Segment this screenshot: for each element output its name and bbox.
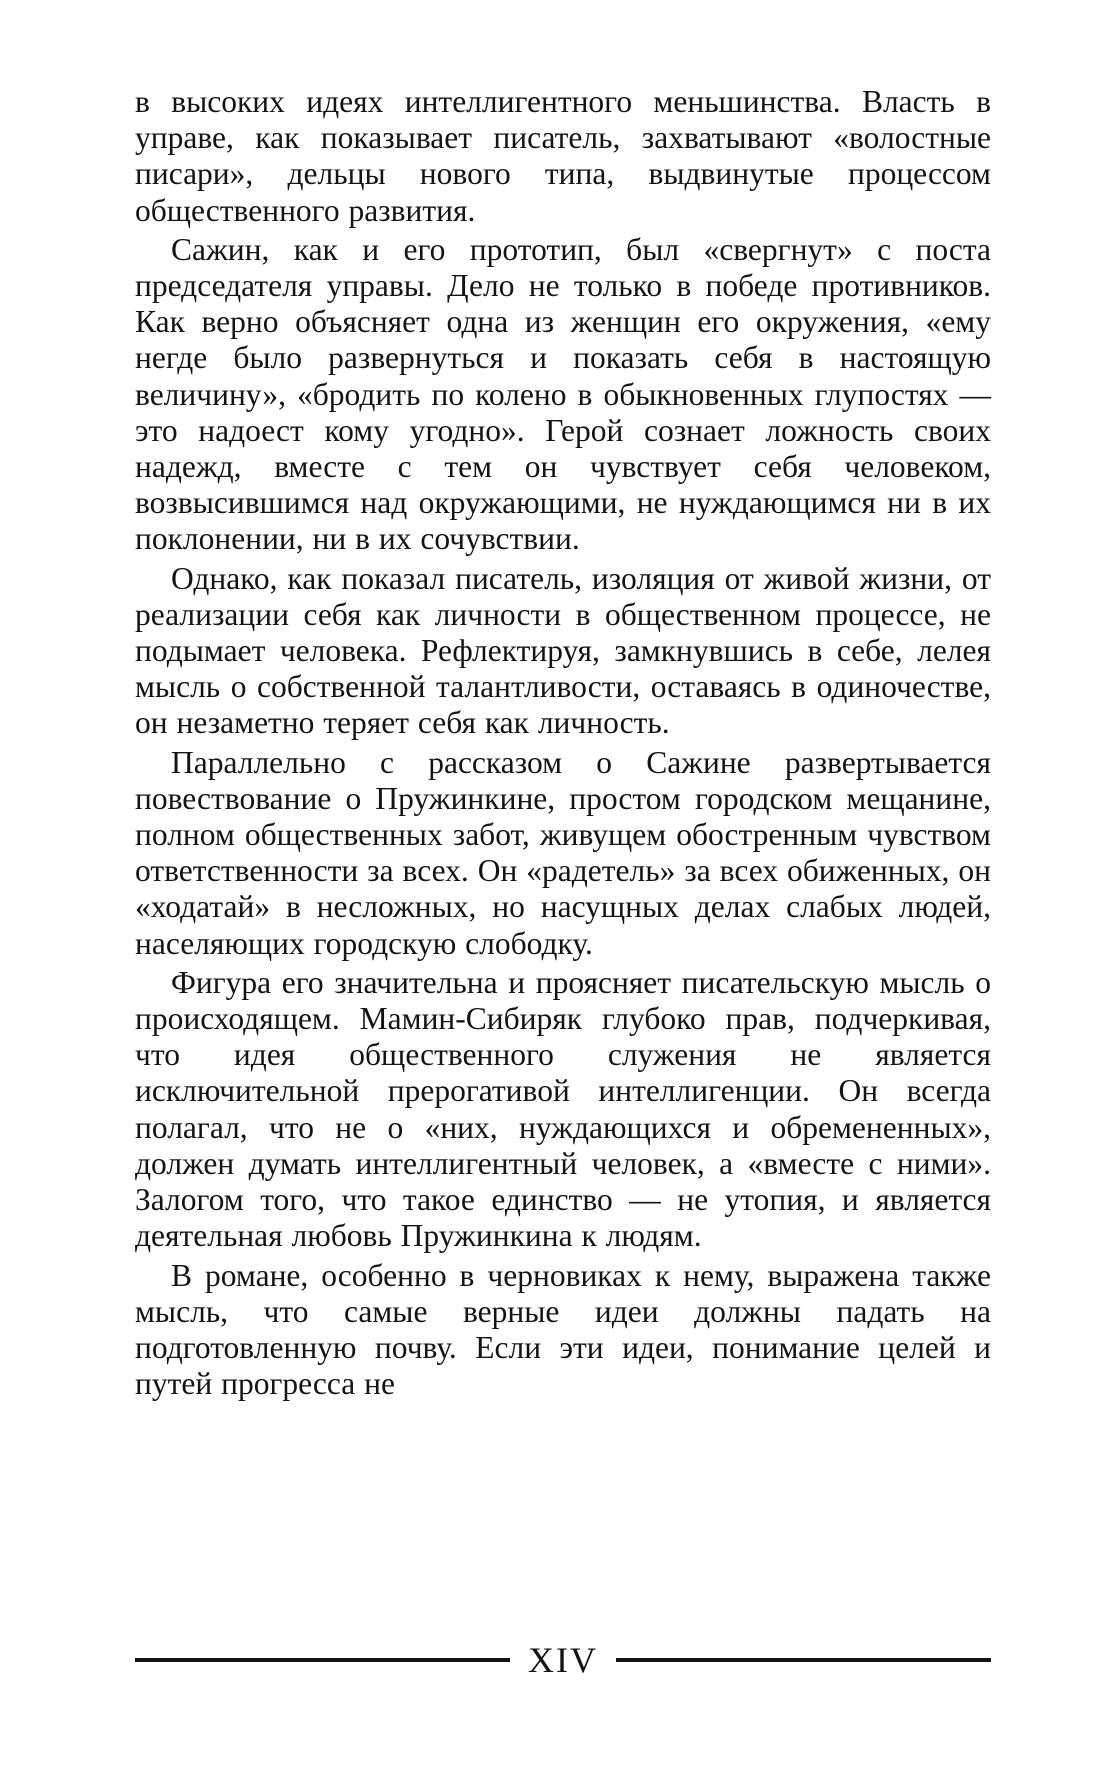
page-footer bbox=[135, 1640, 991, 1680]
paragraph-1: в высоких идеях интеллигентного меньшинства. Власть в управе, как показывает писатель, захватывают «волостные писари», дельцы нового типа, выдвинутые процессом общественного развития. bbox=[135, 84, 991, 228]
paragraph-2: Сажин, как и его прототип, был «свергнут» с поста председателя управы. Дело не только в победе противников. Как верно объясняет одна из женщин его окружения, «ему негде было развернуться и показать себя в настоящую величину», «бродить по колено в обыкновенных глупостях — это надоест кому угодно». Герой сознает ложность своих надежд, вместе с тем он чувствует себя человеком, возвысившимся над окружающими, не нуждающимся ни в их поклонении, ни в их сочувствии. bbox=[135, 231, 991, 557]
footer-rule-left bbox=[135, 1658, 510, 1662]
footer-rule-right bbox=[616, 1658, 991, 1662]
paragraph-5: Фигура его значительна и проясняет писательскую мысль о происходящем. Мамин-Сибиряк глубоко прав, подчеркивая, что идея общественного служения не является исключительной прерогативой интеллигенции. Он всегда полагал, что не о «них, нуждающихся и обремененных», должен думать интеллигентный человек, а «вместе с ними». Залогом того, что такое единство — не утопия, и является деятельная любовь Пружинкина к людям. bbox=[135, 964, 991, 1254]
paragraph-4: Параллельно с рассказом о Сажине развертывается повествование о Пружинкине, простом городском мещанине, полном общественных забот, живущем обостренным чувством ответственности за всех. Он «радетель» за всех обиженных, он «ходатай» в несложных, но насущных делах слабых людей, населяющих городскую слободку. bbox=[135, 744, 991, 961]
page-body bbox=[135, 84, 991, 1402]
page-number: XIV bbox=[528, 1640, 598, 1680]
paragraph-3: Однако, как показал писатель, изоляция от живой жизни, от реализации себя как личности в общественном процессе, не подымает человека. Рефлектируя, замкнувшись в себе, лелея мысль о собственной талантливости, оставаясь в одиночестве, он незаметно теряет себя как личность. bbox=[135, 560, 991, 741]
paragraph-6: В романе, особенно в черновиках к нему, выражена также мысль, что самые верные идеи должны падать на подготовленную почву. Если эти идеи, понимание целей и путей прогресса не bbox=[135, 1257, 991, 1402]
